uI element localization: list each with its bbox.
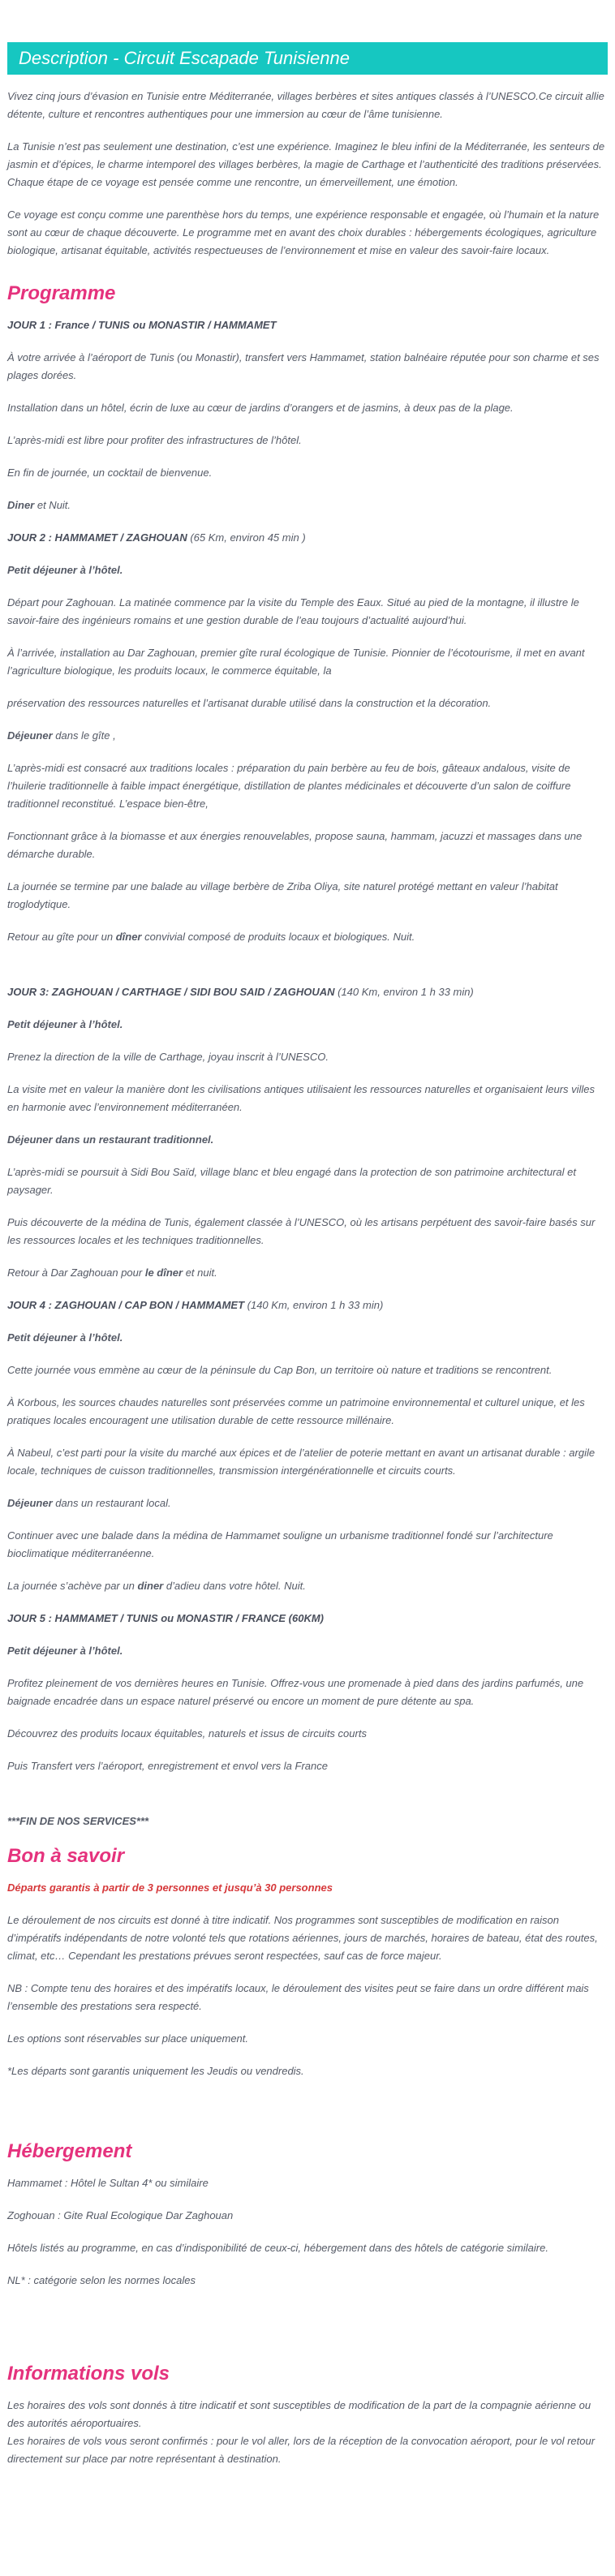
description-paragraph: Vivez cinq jours d’évasion en Tunisie entre Méditerranée, villages berbères et sites antiques classés à l’UNESCO.Ce circuit allie détente, culture et rencontres authentiques pour une immersion au cœur de l’âme tunisienne.	[7, 90, 604, 120]
day3-dinner	[7, 1264, 608, 1282]
day2-meta: (65 Km, environ 45 min )	[187, 531, 306, 544]
day3-text: La visite met en valeur la manière dont les civilisations antiques utilisaient les ressources naturelles et organisaient leurs villes en harmonie avec l’environnement méditerranéen.	[7, 1083, 596, 1113]
day3-meta: (140 Km, environ 1 h 33 min)	[334, 986, 474, 998]
day4-text: À Korbous, les sources chaudes naturelles sont préservées comme un patrimoine environnemental et culturel unique, et les pratiques locales encouragent une utilisation durable de cette ressource millénaire.	[7, 1396, 585, 1426]
day2-dinner	[7, 928, 608, 946]
dinner-pre: Retour à Dar Zaghouan pour	[7, 1266, 145, 1279]
departures-guaranteed: Départs garantis à partir de 3 personnes et jusqu’à 30 personnes	[7, 1881, 333, 1894]
day3-title: JOUR 3: ZAGHOUAN / CARTHAGE / SIDI BOU SAID / ZAGHOUAN	[7, 986, 335, 998]
day2-breakfast: Petit déjeuner à l’hôtel.	[7, 564, 123, 576]
day2-title: JOUR 2 : HAMMAMET / ZAGHOUAN	[7, 531, 187, 544]
day2-text: préservation des ressources naturelles et l’artisanat durable utilisé dans la construction et la décoration.	[7, 697, 492, 709]
day5-text: Découvrez des produits locaux équitables, naturels et issus de circuits courts	[7, 1727, 367, 1740]
info-text: Les options sont réservables sur place uniquement.	[7, 2032, 249, 2045]
day2-text: Fonctionnant grâce à la biomasse et aux énergies renouvelables, propose sauna, hammam, jacuzzi et massages dans une démarche durable.	[7, 830, 583, 860]
vols-heading: Informations vols	[7, 2363, 170, 2385]
day4-heading	[7, 1297, 608, 1314]
day2-text: À l’arrivée, installation au Dar Zaghouan, premier gîte rural écologique de Tunisie. Pionnier de l’écotourisme, il met en avant l’agriculture biologique, les produits locaux, le commerce équitable, la	[7, 647, 585, 677]
day1-text: À votre arrivée à l’aéroport de Tunis (ou Monastir), transfert vers Hammamet, station balnéaire réputée pour son charme et ses plages dorées.	[7, 351, 600, 381]
day4-lunch	[7, 1494, 608, 1512]
day5-breakfast: Petit déjeuner à l’hôtel.	[7, 1645, 123, 1657]
day3-heading	[7, 983, 608, 1001]
lunch-text: dans un restaurant local.	[52, 1497, 171, 1509]
flight-text-1: Les horaires des vols sont donnés à titre indicatif et sont susceptibles de modification de la part de la compagnie aérienne ou des autorités aéroportuaires.	[7, 2399, 591, 2429]
hotel-text: NL* : catégorie selon les normes locales	[7, 2274, 196, 2286]
dinner-text: et nuit.	[183, 1266, 217, 1279]
day4-dinner	[7, 1577, 608, 1595]
info-text: NB : Compte tenu des horaires et des impératifs locaux, le déroulement des visites peut se faire dans un ordre différent mais l’ensemble des prestations sera respecté.	[7, 1982, 589, 2012]
dinner-pre: La journée s’achève par un	[7, 1580, 138, 1592]
day2-lunch	[7, 727, 608, 745]
lunch-label: Déjeuner	[7, 1497, 53, 1509]
hotel-text: Hammamet : Hôtel le Sultan 4* ou similaire	[7, 2177, 209, 2189]
description-paragraph: La Tunisie n’est pas seulement une destination, c’est une expérience. Imaginez le bleu infini de la Méditerranée, les senteurs de jasmin et d’épices, le charme intemporel des villages berbères, la magie de Carthage et l’authenticité des traditions préservées. Chaque étape de ce voyage est pensée comme une rencontre, un émerveillement, une émotion.	[7, 140, 605, 188]
hebergement-heading: Hébergement	[7, 2140, 132, 2162]
day2-heading	[7, 529, 608, 547]
flight-text	[7, 2397, 608, 2468]
day4-text: À Nabeul, c’est parti pour la visite du marché aux épices et de l’atelier de poterie mettant en avant un artisanat durable : argile locale, techniques de cuisson traditionnelles, transmission intergénérationnelle et circuits courts.	[7, 1447, 596, 1477]
dinner-label: le dîner	[144, 1266, 183, 1279]
dinner-text: convivial composé de produits locaux et biologiques. Nuit.	[141, 931, 415, 943]
info-text: Le déroulement de nos circuits est donné à titre indicatif. Nos programmes sont susceptibles de modification en raison d’impératifs indépendants de notre volonté tels que rotations aériennes, jours de marchés, horaires de bateau, état des routes, climat, etc… Cependant les prestations prévues seront respectées, sauf cas de force majeur.	[7, 1914, 598, 1962]
day1-dinner	[7, 497, 608, 514]
description-banner	[7, 42, 608, 75]
description-title: Description - Circuit Escapade Tunisienne	[19, 48, 350, 68]
day5-text: Profitez pleinement de vos dernières heures en Tunisie. Offrez-vous une promenade à pied dans des jardins parfumés, une baignade encadrée dans un espace naturel préservé ou encore un moment de pure détente au spa.	[7, 1677, 584, 1707]
day3-breakfast: Petit déjeuner à l’hôtel.	[7, 1018, 123, 1030]
lunch-label: Déjeuner	[7, 729, 53, 742]
day1-text: En fin de journée, un cocktail de bienvenue.	[7, 467, 213, 479]
bon-a-savoir-heading: Bon à savoir	[7, 1845, 125, 1867]
day4-breakfast: Petit déjeuner à l’hôtel.	[7, 1331, 123, 1344]
day5-title: JOUR 5 : HAMMAMET / TUNIS ou MONASTIR / FRANCE (60KM)	[7, 1612, 324, 1624]
day3-text: L’après-midi se poursuit à Sidi Bou Saïd, village blanc et bleu engagé dans la protection de son patrimoine architectural et paysager.	[7, 1166, 576, 1196]
day4-text: Continuer avec une balade dans la médina de Hammamet souligne un urbanisme traditionnel fondé sur l’architecture bioclimatique méditerranéenne.	[7, 1529, 553, 1559]
dinner-text: d’adieu dans votre hôtel. Nuit.	[163, 1580, 306, 1592]
day2-text: L’après-midi est consacré aux traditions locales : préparation du pain berbère au feu de bois, gâteaux andalous, visite de l’huilerie traditionnelle à faible impact énergétique, distillation de plantes médicinales et découverte d’un salon de coiffure traditionnel reconstitué. L’espace bien-être,	[7, 762, 571, 810]
hotel-text: Hôtels listés au programme, en cas d’indisponibilité de ceux-ci, hébergement dans des hôtels de catégorie similaire.	[7, 2242, 548, 2254]
day4-meta: (140 Km, environ 1 h 33 min)	[244, 1299, 384, 1311]
programme-heading: Programme	[7, 282, 116, 304]
day3-text: Puis découverte de la médina de Tunis, également classée à l’UNESCO, où les artisans perpétuent des savoir-faire basés sur les ressources locales et les techniques traditionnelles.	[7, 1216, 596, 1246]
day3-text: Prenez la direction de la ville de Carthage, joyau inscrit à l’UNESCO.	[7, 1051, 329, 1063]
description-paragraph: Ce voyage est conçu comme une parenthèse hors du temps, une expérience responsable et engagée, où l’humain et la nature sont au cœur de chaque découverte. Le programme met en avant des choix durables : hébergements écologiques, agriculture biologique, artisanat équitable, activités respectueuses de l’environnement et mise en valeur des savoir-faire locaux.	[7, 209, 600, 256]
day4-title: JOUR 4 : ZAGHOUAN / CAP BON / HAMMAMET	[7, 1299, 245, 1311]
description-section	[7, 88, 608, 260]
day5-text: Puis Transfert vers l’aéroport, enregistrement et envol vers la France	[7, 1760, 328, 1772]
dinner-pre: Retour au gîte pour un	[7, 931, 116, 943]
flight-text-2: Les horaires de vols vous seront confirmés : pour le vol aller, lors de la réception de la convocation aéroport, pour le vol retour directement sur place par notre représentant à destination.	[7, 2435, 596, 2465]
dinner-label: diner	[137, 1580, 164, 1592]
page-content	[7, 0, 608, 2468]
end-of-services: ***FIN DE NOS SERVICES***	[7, 1815, 149, 1827]
day4-text: Cette journée vous emmène au cœur de la péninsule du Cap Bon, un territoire où nature et traditions se rencontrent.	[7, 1364, 553, 1376]
day1-text: L’après-midi est libre pour profiter des infrastructures de l’hôtel.	[7, 434, 302, 446]
day2-text: La journée se termine par une balade au village berbère de Zriba Oliya, site naturel protégé mettant en valeur l’habitat troglodytique.	[7, 880, 558, 910]
day2-text: Départ pour Zaghouan. La matinée commence par la visite du Temple des Eaux. Situé au pied de la montagne, il illustre le savoir-faire des ingénieurs romains et une gestion durable de l’eau toujours d’actualité aujourd’hui.	[7, 596, 579, 626]
dinner-text: et Nuit.	[34, 499, 71, 511]
hotel-text: Zoghouan : Gite Rual Ecologique Dar Zaghouan	[7, 2209, 234, 2221]
info-text: *Les départs sont garantis uniquement les Jeudis ou vendredis.	[7, 2065, 304, 2077]
lunch-text: dans le gîte ,	[52, 729, 116, 742]
day1-text: Installation dans un hôtel, écrin de luxe au cœur de jardins d’orangers et de jasmins, à deux pas de la plage.	[7, 402, 514, 414]
dinner-label: dîner	[115, 931, 142, 943]
day1-title: JOUR 1 : France / TUNIS ou MONASTIR / HAMMAMET	[7, 319, 277, 331]
day3-lunch: Déjeuner dans un restaurant traditionnel.	[7, 1133, 214, 1146]
dinner-label: Diner	[7, 499, 35, 511]
